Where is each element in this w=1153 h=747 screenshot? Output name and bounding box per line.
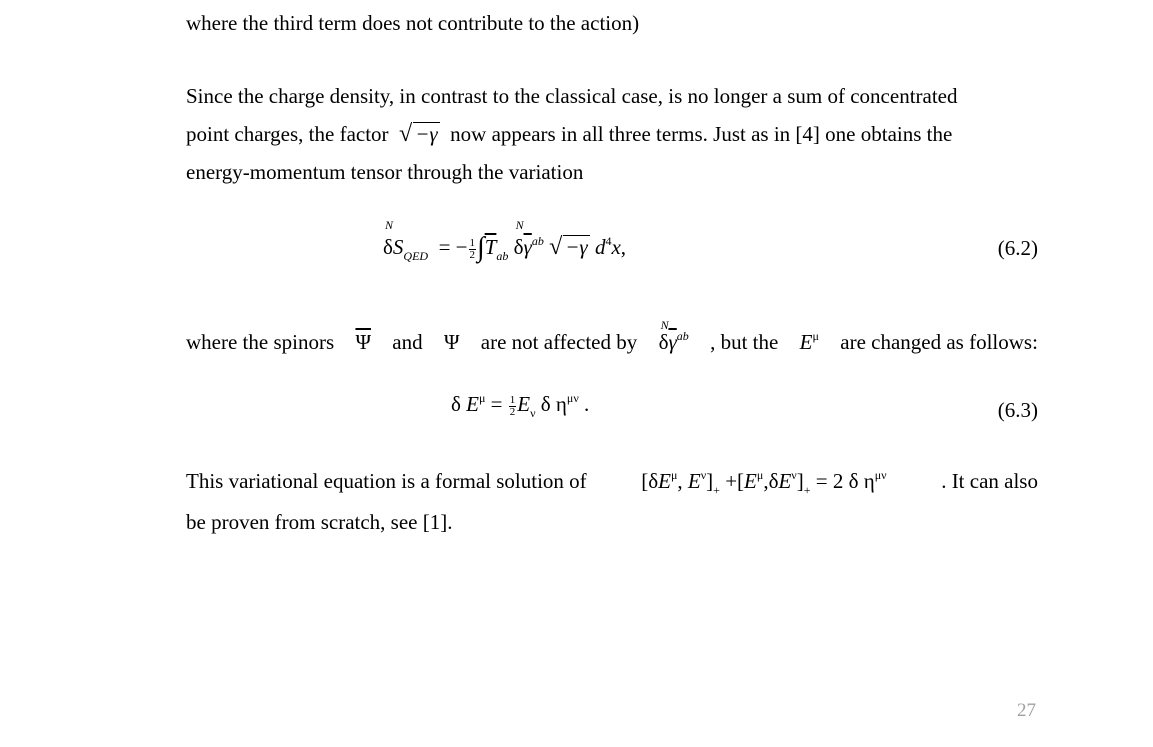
tetrad-symbol: $E^\mu$	[799, 329, 819, 354]
text-span: Since the charge density, in contrast to the classical case, is no longer a sum of concentrated	[186, 84, 958, 108]
text-span: This variational equation is a formal solution of	[186, 469, 587, 493]
variation-gamma-formula: N $\delta\overline{\gamma}^{ab}$	[658, 318, 689, 354]
text-span: and	[392, 330, 423, 354]
page-number: 27	[1017, 700, 1036, 721]
equation-number: (6.2)	[997, 236, 1038, 260]
psi-bar-symbol: $\overline{\Psi}$	[355, 330, 371, 354]
text-line	[186, 462, 1038, 503]
anticommutator-formula: [$\delta E^\mu$, $E^\nu]_+ +[E^\mu,\delta E^\nu]_+ = 2$ δ $\eta^{\mu\nu}$	[641, 468, 887, 497]
text-span: are changed as follows:	[840, 330, 1038, 354]
equation-6-3-formula: δ $E^\mu$ = $\frac{1}{2}$ $E_\nu$ δ $\eta^{\mu\nu}$ .	[451, 391, 590, 420]
text-span: where the spinors	[186, 330, 335, 354]
sqrt-minus-gamma-formula: √ −γ	[399, 121, 438, 147]
text-span: , but the	[710, 330, 779, 354]
text-line	[186, 77, 1038, 115]
text-line: energy-momentum tensor through the variation	[186, 160, 584, 184]
text-span: . It can also	[941, 469, 1038, 493]
paragraph-spinors	[186, 318, 1038, 364]
psi-symbol: Ψ	[443, 330, 460, 354]
text-span: are not affected by	[480, 330, 638, 354]
text-span: point charges, the factor	[186, 122, 389, 146]
equation-6-3	[186, 392, 1038, 432]
text-line	[186, 115, 1038, 153]
equation-number: (6.3)	[997, 398, 1038, 422]
text-span: now appears in all three terms. Just as in [4] one obtains the	[450, 122, 953, 146]
equation-6-2-formula: N $\delta S_{QED}$ = − $\frac{1}{2}$ $\int\overline{T}_{ab}$ N $\delta\overline{\gamma}^{ab}$ √ −γ $d^4x$,	[383, 218, 627, 263]
paragraph-charge-density	[186, 77, 1038, 191]
text-line: be proven from scratch, see [1].	[186, 510, 453, 534]
text-line: where the third term does not contribute to the action)	[186, 11, 640, 35]
text-line	[186, 318, 1038, 364]
paragraph-variational-equation	[186, 462, 1038, 541]
paragraph-top	[186, 4, 1038, 42]
equation-6-2	[186, 218, 1038, 270]
